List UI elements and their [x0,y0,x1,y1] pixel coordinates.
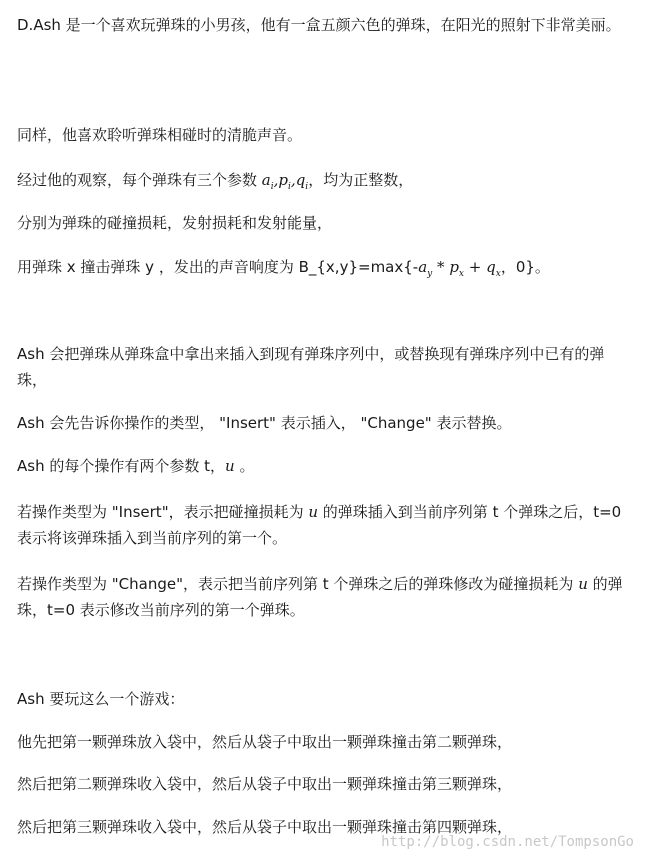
math-comma: , [290,171,296,189]
paragraph-insert-text-post: 的弹珠插入到当前序列第 t 个弹珠之后，t=0 表示将该弹珠插入到当前序列的第一个。 [17,503,622,547]
watermark: http://blog.csdn.net/TompsonGo [381,834,634,850]
paragraph-loudness [17,254,629,280]
math-p: p [278,171,289,189]
math-a: a [261,171,271,189]
math-sub-i: i [288,182,291,192]
math-star: * [437,258,445,276]
paragraph-intro-text: D.Ash 是一个喜欢玩弹珠的小男孩，他有一盒五颜六色的弹珠，在阳光的照射下非常美丽。 [17,16,621,34]
math-u: u [578,575,588,593]
math-a: a [418,258,428,276]
paragraph-step-2-text: 然后把第二颗弹珠收入袋中，然后从袋子中取出一颗弹珠撞击第三颗弹珠， [17,775,513,793]
paragraph-operations [17,341,629,393]
paragraph-insert [17,499,629,551]
math-q: q [486,258,496,276]
paragraph-sound [17,122,629,148]
paragraph-op-params-text-post: 。 [234,457,255,475]
math-plus: + [468,258,482,276]
paragraph-params-text-pre: 经过他的观察，每个弹珠有三个参数 [17,171,262,189]
math-sub-i: i [270,182,274,192]
math-q: q [295,171,306,189]
paragraph-step-1-text: 他先把第一颗弹珠放入袋中，然后从袋子中取出一颗弹珠撞击第二颗弹珠， [17,733,513,751]
paragraph-change [17,571,629,623]
math-sub-i: i [305,182,309,192]
paragraph-change-text-post: 的弹珠，t=0 表示修改当前序列的第一个弹珠。 [17,575,623,619]
paragraph-step-1 [17,729,629,755]
math-p: p [449,258,459,276]
paragraph-meaning [17,210,629,236]
math-sub-y: y [427,269,433,279]
paragraph-game-text: Ash 要玩这么一个游戏： [17,690,185,708]
paragraph-op-types [17,410,629,436]
math-sub-x: x [495,269,501,279]
paragraph-op-params-text-pre: Ash 的每个操作有两个参数 t， [17,457,226,475]
paragraph-loudness-text-pre: 用弹珠 x 撞击弹珠 y ，发出的声音响度为 B_{x,y}=max{- [17,258,419,276]
paragraph-insert-text-pre: 若操作类型为 "Insert"，表示把碰撞损耗为 [17,503,309,521]
paragraph-change-text-pre: 若操作类型为 "Change"，表示把当前序列第 t 个弹珠之后的弹珠修改为碰撞损耗为 [17,575,579,593]
formula-params [261,171,309,192]
math-comma: , [273,171,279,189]
paragraph-params [17,167,629,193]
paragraph-op-types-text: Ash 会先告诉你操作的类型， "Insert" 表示插入， "Change" 表示替换。 [17,414,512,432]
paragraph-loudness-text-post: ，0}。 [500,258,550,276]
paragraph-params-text-post: ，均为正整数， [308,171,414,189]
paragraph-game [17,686,629,712]
paragraph-step-3-text: 然后把第三颗弹珠收入袋中，然后从袋子中取出一颗弹珠撞击第四颗弹珠， [17,818,513,836]
paragraph-op-params [17,453,629,479]
math-sub-x: x [458,269,464,279]
paragraph-sound-text: 同样，他喜欢聆听弹珠相碰时的清脆声音。 [17,126,303,144]
math-u: u [225,457,235,475]
paragraph-intro [17,12,629,38]
paragraph-operations-text: Ash 会把弹珠从弹珠盒中拿出来插入到现有弹珠序列中，或替换现有弹珠序列中已有的弹珠， [17,345,605,389]
formula-loudness [418,258,501,279]
paragraph-step-2 [17,771,629,797]
paragraph-meaning-text: 分别为弹珠的碰撞损耗，发射损耗和发射能量， [17,214,333,232]
math-u: u [308,503,319,521]
